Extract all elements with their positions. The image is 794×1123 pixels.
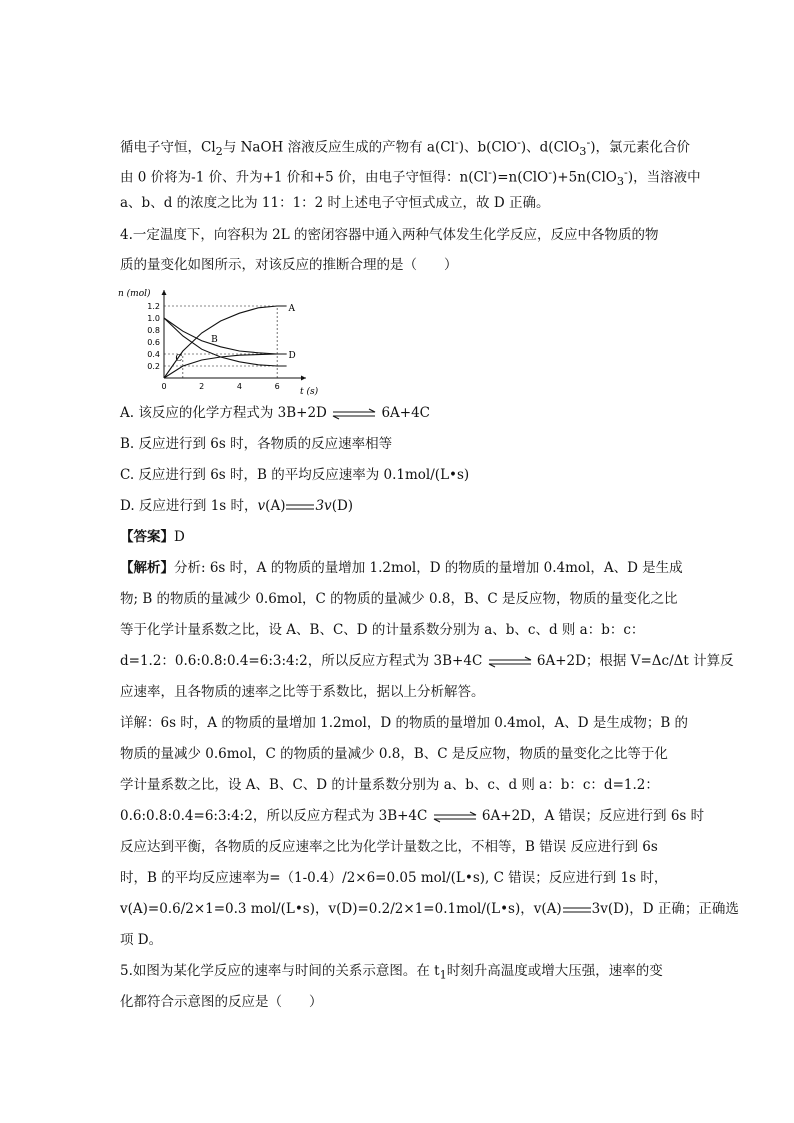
detail-line3: 学计量系数之比，设 A、B、C、D 的计量系数分别为 a、b、c、d 则 a：b：c：d=1.2： <box>120 777 659 793</box>
y-axis-arrow-icon <box>162 290 167 295</box>
detail-line5: 反应达到平衡，各物质的反应速率之比为化学计量数之比，不相等，B 错误 反应进行到 6s <box>120 839 658 855</box>
x-tick-label: 4 <box>236 382 242 391</box>
q4-option-c: C. 反应进行到 6s 时，B 的平均反应速率为 0.1mol/(L•s) <box>120 467 470 483</box>
curve-C <box>164 318 287 366</box>
y-axis-label: n (mol) <box>118 289 151 299</box>
curve-label-D: D <box>288 351 296 362</box>
equilibrium-arrow-icon <box>432 812 478 822</box>
equals-sign-icon <box>285 503 315 511</box>
q4-option-d: D. 反应进行到 1s 时，v(A) 3v(D) <box>120 498 354 514</box>
curve-label-C: C <box>175 354 183 365</box>
y-tick-label: 1.2 <box>147 302 160 311</box>
analysis-line1: 【解析】分析: 6s 时，A 的物质的量增加 1.2mol，D 的物质的量增加 0.4mol，A、D 是生成 <box>120 560 683 576</box>
y-tick-label: 1.0 <box>147 314 160 323</box>
x-tick-label: 0 <box>161 382 167 391</box>
equilibrium-arrow-icon <box>487 657 533 667</box>
detail-line7: v(A)=0.6/2×1=0.3 mol/(L•s)，v(D)=0.2/2×1=0.1mol/(L•s)，v(A) 3v(D)，D 正确；正确选 <box>120 901 739 917</box>
para1-line3: a、b、d 的浓度之比为 11：1：2 时上述电子守恒式成立，故 D 正确。 <box>120 195 550 211</box>
curve-label-A: A <box>288 303 295 314</box>
y-tick-label: 0.6 <box>147 338 160 347</box>
curve-A <box>164 306 287 378</box>
x-axis-label: t (s) <box>300 387 319 397</box>
x-tick-label: 6 <box>274 382 280 391</box>
curve-label-B: B <box>211 335 218 345</box>
q4-stem-line2: 质的量变化如图所示，对该反应的推断合理的是（ ） <box>120 257 458 273</box>
equilibrium-arrow-icon <box>331 409 377 419</box>
detail-line4: 0.6:0.8:0.4=6:3:4:2，所以反应方程式为 3B+4C 6A+2D，A 错误；反应进行到 6s 时 <box>120 808 705 824</box>
y-tick-label: 0.2 <box>147 362 160 371</box>
q4-stem-line1: 4.一定温度下，向容积为 2L 的密闭容器中通入两种气体发生化学反应，反应中各物质的物 <box>120 227 659 243</box>
detail-line2: 物质的量减少 0.6mol，C 的物质的量减少 0.8，B、C 是反应物，物质的量变化之比等于化 <box>120 746 668 762</box>
para1-line2: 由 0 价将为-1 价、升为+1 价和+5 价，由电子守恒得：n(Cl-)=n(ClO-)+5n(ClO$_3$-)，当溶液中 <box>120 166 701 189</box>
y-tick-label: 0.4 <box>147 350 160 359</box>
x-axis-arrow-icon <box>301 376 306 381</box>
q5-line1: 5.如图为某化学反应的速率与时间的关系示意图。在 $t_1$时刻升高温度或增大压强，速率的变 <box>120 963 663 982</box>
q4-option-b: B. 反应进行到 6s 时，各物质的反应速率相等 <box>120 436 393 452</box>
detail-line8: 项 D。 <box>120 932 163 948</box>
analysis-line3: 等于化学计量系数之比，设 A、B、C、D 的计量系数分别为 a、b、c、d 则 a：b：c： <box>120 622 645 638</box>
analysis-line2: 物; B 的物质的量减少 0.6mol，C 的物质的量减少 0.8，B、C 是反应物，物质的量变化之比 <box>120 591 678 607</box>
para1-line1: 循电子守恒，$Cl_2$与 NaOH 溶液反应生成的产物有 a(Cl-)、b(ClO-)、d(ClO$_3$-)，氯元素化合价 <box>120 136 691 159</box>
equals-sign-icon <box>562 906 592 914</box>
analysis-line5: 应速率，且各物质的速率之比等于系数比，据以上分析解答。 <box>120 684 485 700</box>
answer-line: 【答案】D <box>120 529 185 545</box>
q4-option-a: A. 该反应的化学方程式为 3B+2D 6A+4C <box>120 405 431 421</box>
q4-graph-svg <box>118 286 319 397</box>
q4-graph <box>118 286 319 420</box>
y-tick-label: 0.8 <box>147 326 160 335</box>
analysis-line4: d=1.2：0.6:0.8:0.4=6:3:4:2，所以反应方程式为 3B+4C 6A+2D；根据 V=Δc/Δt 计算反 <box>120 653 734 669</box>
detail-line6: 时，B 的平均反应速率为=（1-0.4）/2×6=0.05 mol/(L•s), C 错误；反应进行到 1s 时， <box>120 870 668 886</box>
x-tick-label: 2 <box>199 382 205 391</box>
q5-line2: 化都符合示意图的反应是（ ） <box>120 994 323 1010</box>
detail-line1: 详解：6s 时，A 的物质的量增加 1.2mol，D 的物质的量增加 0.4mol，A、D 是生成物；B 的 <box>120 715 689 731</box>
